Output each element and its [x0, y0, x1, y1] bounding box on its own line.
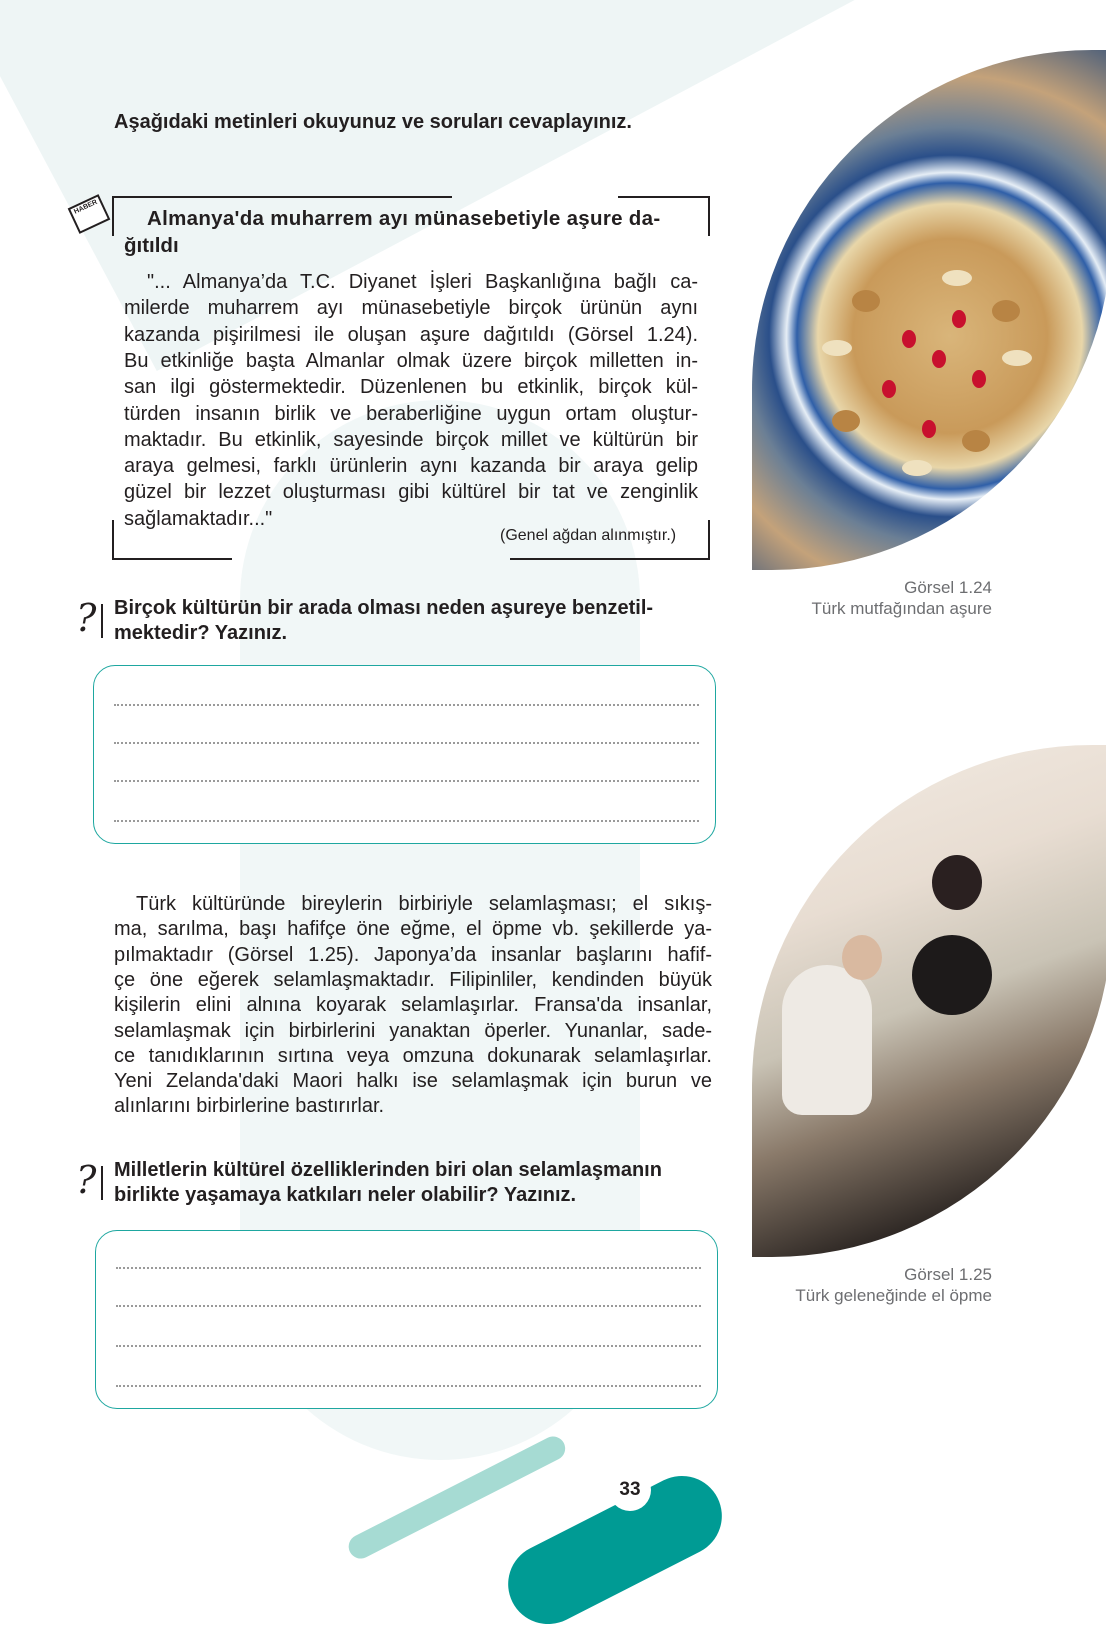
text-line: Bu etkinliğe başta Almanlar olmak üzere birçok milletten in-	[124, 349, 698, 372]
question-bar	[101, 604, 103, 638]
question-bar	[101, 1166, 103, 1200]
text-line: araya gelmesi, farklı ürünlerin aynı kazanda bir araya gelip	[124, 455, 698, 478]
answer-box-1[interactable]	[93, 665, 716, 844]
figure-2-label: Görsel 1.25	[904, 1265, 992, 1284]
question-mark-icon: ?	[76, 1158, 97, 1202]
text-line: Türk kültüründe bireylerin birbiriyle selamlaşması; el sıkış-	[136, 893, 712, 915]
figure-1-caption: Türk mutfağından aşure	[811, 599, 992, 618]
text-line: maktadır. Bu etkinlik, sayesinde birçok millet ve kültürün bir	[124, 428, 698, 451]
newspaper-icon-label: HABER	[73, 198, 99, 216]
text-line: sağlamaktadır..."	[124, 507, 273, 530]
text-line: pılmaktadır (Görsel 1.25). Japonya’da insanlar başlarını hafif-	[114, 943, 712, 966]
news-title: Almanya'da muharrem ayı münasebetiyle aşure da-	[147, 207, 661, 230]
question-1-line1: Birçok kültürün bir arada olması neden aşureye benzetil-	[114, 597, 654, 619]
instruction: Aşağıdaki metinleri okuyunuz ve soruları cevaplayınız.	[114, 111, 632, 133]
text-line: selamlaşmak için birbirlerini yanaktan öperler. Yunanlar, sade-	[114, 1019, 712, 1042]
text-line: güzel bir lezzet oluşturması gibi kültürel bir tat ve zenginlik	[124, 481, 698, 504]
answer-box-2[interactable]	[95, 1230, 718, 1409]
text-line: Yeni Zelanda'daki Maori halkı ise selamlaşmak için burun ve	[114, 1070, 712, 1093]
question-2-line1: Milletlerin kültürel özelliklerinden biri olan selamlaşmanın	[114, 1159, 662, 1181]
text-line: san ilgi göstermektedir. Düzenlenen bu etkinlik, birçok kül-	[124, 376, 698, 399]
text-line: türden insanın birlik ve beraberliğine uygun ortam oluştur-	[124, 402, 698, 425]
figure-2-caption: Türk geleneğinde el öpme	[795, 1286, 992, 1305]
text-line: çe öne eğerek selamlaşmaktadır. Filipinliler, kendinden büyük	[114, 968, 712, 991]
text-line: milerde muharrem ayı münasebetiyle birçok ürünün aynı	[124, 297, 698, 320]
question-2-line2: birlikte yaşamaya katkıları neler olabilir? Yazınız.	[114, 1184, 577, 1206]
text-line: kişilerin elini alnına koyarak selamlaşırlar. Fransa'da insanlar,	[114, 994, 712, 1017]
news-title-cont: ğıtıldı	[124, 234, 179, 257]
question-mark-icon: ?	[76, 596, 97, 640]
page-number: 33	[609, 1469, 651, 1511]
text-line: ce tanıdıklarının sırtına veya omzuna dokunarak selamlaşırlar.	[114, 1044, 712, 1067]
text-line: kazanda pişirilmesi ile oluşan aşure dağıtıldı (Görsel 1.24).	[124, 323, 698, 346]
asure-photo	[752, 50, 1106, 570]
text-line: alınlarını birbirlerine bastırırlar.	[114, 1095, 385, 1118]
figure-1-label: Görsel 1.24	[904, 578, 992, 597]
text-line: ma, sarılma, başı hafifçe öne eğme, el öpme vb. şekillerde ya-	[114, 918, 712, 941]
news-source: (Genel ağdan alınmıştır.)	[500, 527, 677, 544]
hand-kissing-photo	[752, 745, 1106, 1257]
text-line: "... Almanya’da T.C. Diyanet İşleri Başkanlığına bağlı ca-	[147, 271, 698, 293]
question-1-line2: mektedir? Yazınız.	[114, 622, 288, 644]
